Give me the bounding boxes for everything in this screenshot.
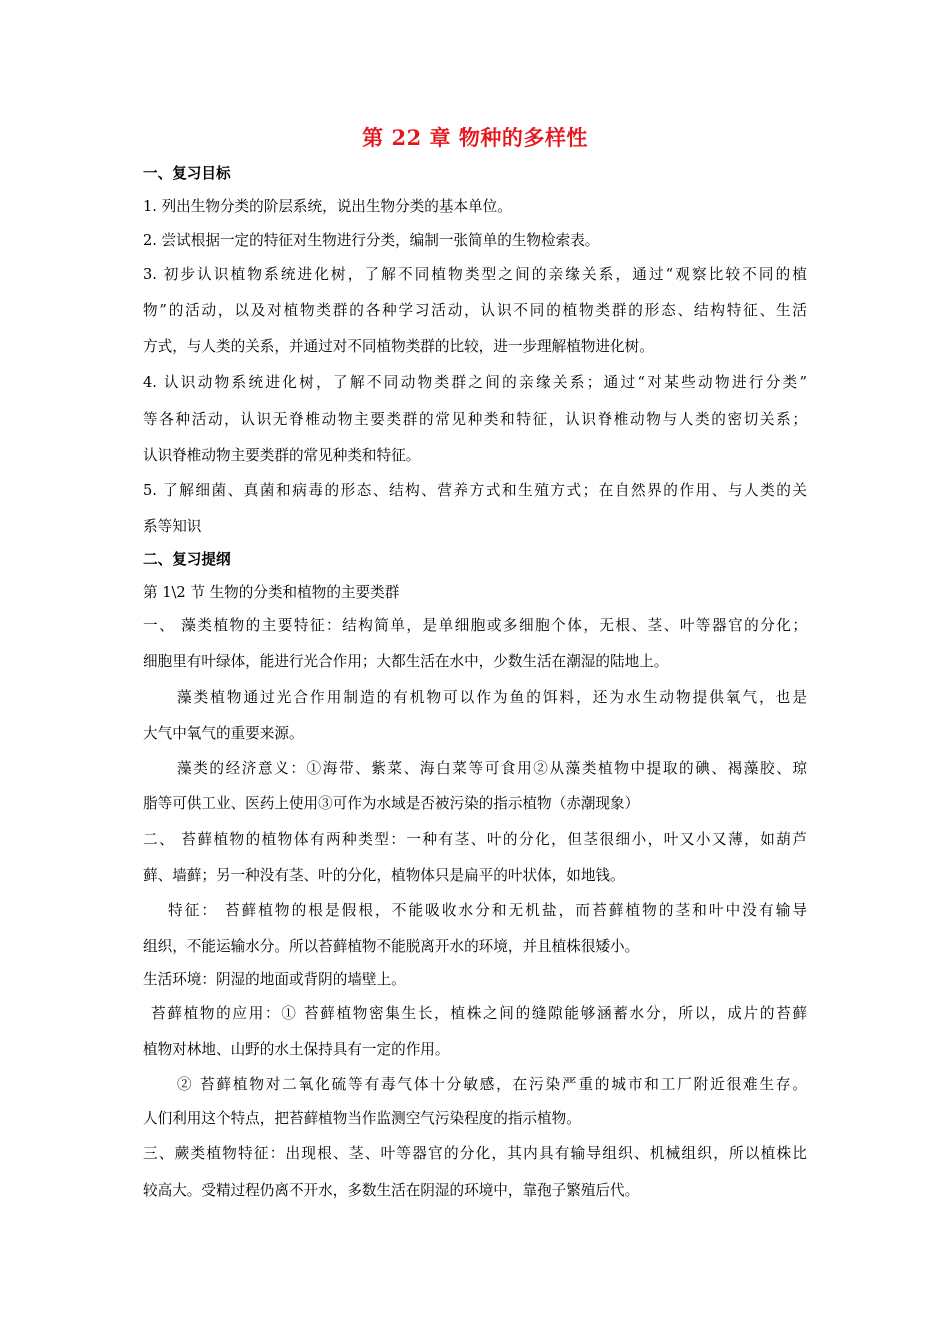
goal-3-line-3: 方式，与人类的关系，并通过对不同植物类群的比较，进一步理解植物进化树。: [143, 338, 654, 355]
fern-line-1: 三、蕨类植物特征：出现根、茎、叶等器官的分化，其内具有输导组织、机械组织，所以植株比: [143, 1145, 807, 1162]
chapter-title: 第 22 章 物种的多样性: [362, 125, 588, 150]
moss-feature-line-2: 组织，不能运输水分。所以苔藓植物不能脱离开水的环境，并且植株很矮小。: [143, 938, 640, 955]
goal-3-line-1: 3. 初步认识植物系统进化树，了解不同植物类型之间的亲缘关系，通过“观察比较不同的植: [143, 266, 807, 283]
goal-4-line-1: 4. 认识动物系统进化树，了解不同动物类群之间的亲缘关系；通过“对某些动物进行分类”: [143, 374, 807, 391]
section-heading-outline: 二、复习提纲: [143, 551, 231, 568]
moss-use2-line-2: 人们利用这个特点，把苔藓植物当作监测空气污染程度的指示植物。: [143, 1110, 581, 1127]
subsection-heading: 第 1\2 节 生物的分类和植物的主要类群: [143, 584, 400, 601]
algae-para2-line-1: 藻类植物通过光合作用制造的有机物可以作为鱼的饵料，还为水生动物提供氧气，也是: [177, 689, 807, 706]
algae-para2-line-2: 大气中氧气的重要来源。: [143, 725, 304, 742]
goal-1: 1. 列出生物分类的阶层系统，说出生物分类的基本单位。: [143, 198, 512, 215]
moss-environment: 生活环境：阴湿的地面或背阴的墙壁上。: [143, 971, 406, 988]
moss-feature-line-1: 特征： 苔藓植物的根是假根，不能吸收水分和无机盐，而苔藓植物的茎和叶中没有输导: [168, 902, 807, 919]
goal-5-line-1: 5. 了解细菌、真菌和病毒的形态、结构、营养方式和生殖方式；在自然界的作用、与人类的关: [143, 482, 807, 499]
algae-para3-line-2: 脂等可供工业、医药上使用③可作为水域是否被污染的指示植物（赤潮现象）: [143, 795, 640, 812]
fern-line-2: 较高大。受精过程仍离不开水，多数生活在阴湿的环境中，靠孢子繁殖后代。: [143, 1182, 640, 1199]
goal-4-line-3: 认识脊椎动物主要类群的常见种类和特征。: [143, 447, 421, 464]
algae-para3-line-1: 藻类的经济意义：①海带、紫菜、海白菜等可食用②从藻类植物中提取的碘、褐藻胶、琼: [177, 760, 807, 777]
goal-2: 2. 尝试根据一定的特征对生物进行分类，编制一张简单的生物检索表。: [143, 232, 600, 249]
moss-use2-line-1: ② 苔藓植物对二氧化硫等有毒气体十分敏感，在污染严重的城市和工厂附近很难生存。: [177, 1076, 807, 1093]
algae-line-2: 细胞里有叶绿体，能进行光合作用；大都生活在水中，少数生活在潮湿的陆地上。: [143, 653, 669, 670]
goal-5-line-2: 系等知识: [143, 518, 202, 535]
moss-use-line-2: 植物对林地、山野的水土保持具有一定的作用。: [143, 1041, 450, 1058]
moss-line-2: 藓、墙藓；另一种没有茎、叶的分化，植物体只是扁平的叶状体，如地钱。: [143, 867, 625, 884]
moss-use-line-1: 苔藓植物的应用：① 苔藓植物密集生长，植株之间的缝隙能够涵蓄水分，所以，成片的苔藓: [151, 1005, 807, 1022]
section-heading-goals: 一、复习目标: [143, 165, 231, 182]
goal-3-line-2: 物”的活动，以及对植物类群的各种学习活动，认识不同的植物类群的形态、结构特征、生活: [143, 302, 807, 319]
goal-4-line-2: 等各种活动，认识无脊椎动物主要类群的常见种类和特征，认识脊椎动物与人类的密切关系；: [143, 411, 807, 428]
moss-line-1: 二、 苔藓植物的植物体有两种类型：一种有茎、叶的分化，但茎很细小，叶又小又薄，如葫芦: [143, 831, 807, 848]
algae-line-1: 一、 藻类植物的主要特征：结构简单，是单细胞或多细胞个体，无根、茎、叶等器官的分化；: [143, 617, 807, 634]
